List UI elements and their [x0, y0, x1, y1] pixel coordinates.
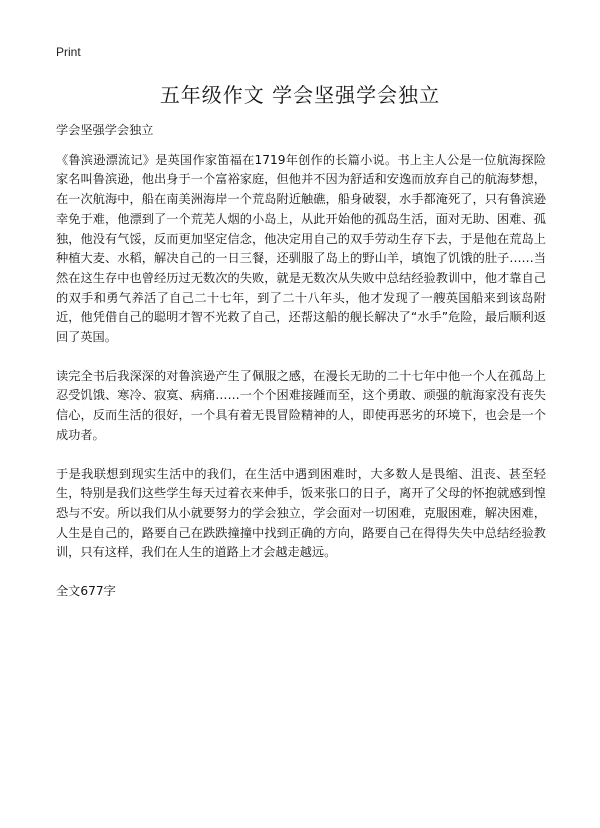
article-body: [56, 121, 546, 602]
article-title: 五年级作文 学会坚强学会独立: [159, 83, 441, 107]
article-subtitle: 学会坚强学会独立: [56, 123, 154, 137]
article-paragraph: 《鲁滨逊漂流记》是英国作家笛福在1719年创作的长篇小说。书上主人公是一位航海探险家名叫鲁滨逊，他出身于一个富裕家庭，但他并不因为舒适和安逸而放弃自己的航海梦想，在一次航海中，船在南美洲海岸一个荒岛附近触礁，船身破裂，水手都淹死了，只有鲁滨逊幸免于难，他漂到了一个荒芜人烟的小岛上，从此开始他的孤岛生活，面对无助、困难、孤独，他没有气馁，反而更加坚定信念，他决定用自己的双手劳动生存下去，于是他在荒岛上种植大麦、水稻，解决自己的一日三餐，还驯服了岛上的野山羊，填饱了饥饿的肚子……当然在这生存中也曾经历过无数次的失败，就是无数次从失败中总结经验教训中，他才靠自己的双手和勇气养活了自己二十七年，到了二十八年头，他才发现了一艘英国船来到该岛附近，他凭借自己的聪明才智不光救了自己，还帮这船的舰长解决了“水手”危险，最后顺利返回了英国。: [56, 152, 546, 345]
word-count: 全文677字: [56, 584, 116, 599]
article-paragraph: 于是我联想到现实生活中的我们，在生活中遇到困难时，大多数人是畏缩、沮丧、甚至轻生，特别是我们这些学生每天过着衣来伸手，饭来张口的日子，离开了父母的怀抱就感到惶恐与不安。所以我们从小就要努力的学会独立，学会面对一切困难，克服困难，解决困难，人生是自己的，路要自己在跌跌撞撞中找到正确的方向，路要自己在得得失失中总结经验教训，只有这样，我们在人生的道路上才会越走越远。: [56, 466, 546, 560]
print-link[interactable]: Print: [56, 45, 81, 59]
article-paragraph: 读完全书后我深深的对鲁滨逊产生了佩服之感，在漫长无助的二十七年中他一个人在孤岛上忍受饥饿、寒冷、寂寞、病痛……一个个困难接踵而至，这个勇敢、顽强的航海家没有丧失信心，反而生活的很好，一个具有着无畏冒险精神的人，即使再恶劣的环境下，也会是一个成功者。: [56, 368, 546, 442]
